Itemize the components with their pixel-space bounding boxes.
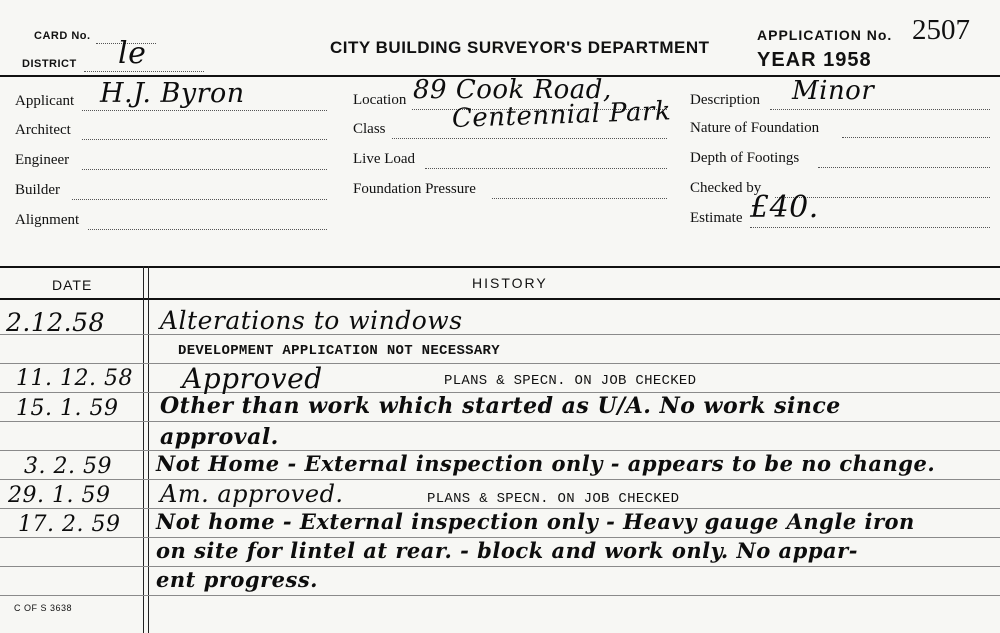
- rule-4: [0, 421, 1000, 422]
- builder-label: Builder: [15, 182, 60, 198]
- row-4-date: 15. 1. 59: [16, 396, 119, 421]
- location-label: Location: [353, 92, 407, 108]
- rule-10: [0, 595, 1000, 596]
- header-bottom-rule: [0, 298, 1000, 300]
- row-8-text: Not home - External inspection only - Heavy gauge Angle iron: [156, 509, 915, 534]
- row-3-date: 11. 12. 58: [16, 366, 133, 391]
- depth-of-footings-label: Depth of Footings: [690, 150, 800, 166]
- applicant-line: [82, 110, 327, 111]
- depth-of-footings-line: [818, 167, 990, 168]
- description-value: Minor: [792, 76, 875, 106]
- applicant-value: H.J. Byron: [100, 78, 245, 109]
- builder-line: [72, 199, 327, 200]
- row-9-text: on site for lintel at rear. - block and work only. No appar-: [156, 538, 858, 563]
- estimate-line: [750, 227, 990, 228]
- row-2-stamp: DEVELOPMENT APPLICATION NOT NECESSARY: [178, 343, 500, 359]
- row-3-stamp: PLANS & SPECN. ON JOB CHECKED: [444, 373, 697, 389]
- rule-9: [0, 566, 1000, 567]
- row-5-text: approval.: [160, 424, 279, 450]
- district-line: [84, 71, 204, 72]
- description-line: [770, 109, 990, 110]
- nature-of-foundation-line: [842, 137, 990, 138]
- engineer-line: [82, 169, 327, 170]
- architect-label: Architect: [15, 122, 71, 138]
- class-line: [392, 138, 667, 139]
- form-code: C OF S 3638: [14, 603, 73, 613]
- row-7-date: 29. 1. 59: [8, 483, 111, 508]
- row-8-date: 17. 2. 59: [18, 512, 121, 537]
- row-1-text: Alterations to windows: [160, 306, 463, 335]
- date-header: DATE: [52, 277, 93, 293]
- estimate-label: Estimate: [690, 210, 743, 226]
- card-no-label: CARD No.: [34, 30, 91, 42]
- rule-6: [0, 479, 1000, 480]
- row-1-date: 2.12.58: [6, 308, 105, 337]
- location-value: 89 Cook Road,: [413, 75, 612, 105]
- applicant-label: Applicant: [15, 93, 75, 109]
- application-label: APPLICATION No.: [757, 27, 893, 43]
- live-load-label: Live Load: [353, 151, 416, 167]
- foundation-pressure-line: [492, 198, 667, 199]
- foundation-pressure-label: Foundation Pressure: [353, 181, 476, 197]
- engineer-label: Engineer: [15, 152, 70, 168]
- row-7-text: Am. approved.: [160, 480, 344, 508]
- alignment-line: [88, 229, 327, 230]
- class-label: Class: [353, 121, 386, 137]
- year: YEAR 1958: [757, 49, 872, 71]
- row-3-text: Approved: [182, 362, 323, 395]
- district-value: le: [118, 36, 147, 71]
- row-6-text: Not Home - External inspection only - appears to be no change.: [156, 451, 936, 476]
- row-4-text: Other than work which started as U/A. No work since: [160, 393, 841, 419]
- estimate-value: £40.: [750, 190, 819, 225]
- alignment-label: Alignment: [15, 212, 80, 228]
- district-label: DISTRICT: [22, 58, 77, 70]
- table-top-rule: [0, 266, 1000, 268]
- checked-by-label: Checked by: [690, 180, 762, 196]
- department-title: CITY BUILDING SURVEYOR'S DEPARTMENT: [330, 38, 710, 57]
- row-7-stamp: PLANS & SPECN. ON JOB CHECKED: [427, 491, 680, 507]
- architect-line: [82, 139, 327, 140]
- description-label: Description: [690, 92, 760, 108]
- row-10-text: ent progress.: [156, 567, 318, 592]
- row-6-date: 3. 2. 59: [24, 454, 112, 479]
- history-header: HISTORY: [472, 275, 548, 291]
- application-number: 2507: [912, 14, 970, 46]
- class-value: Centennial Park: [451, 96, 672, 134]
- nature-of-foundation-label: Nature of Foundation: [690, 120, 820, 136]
- live-load-line: [425, 168, 667, 169]
- rule-1: [0, 334, 1000, 335]
- rule-2: [0, 363, 1000, 364]
